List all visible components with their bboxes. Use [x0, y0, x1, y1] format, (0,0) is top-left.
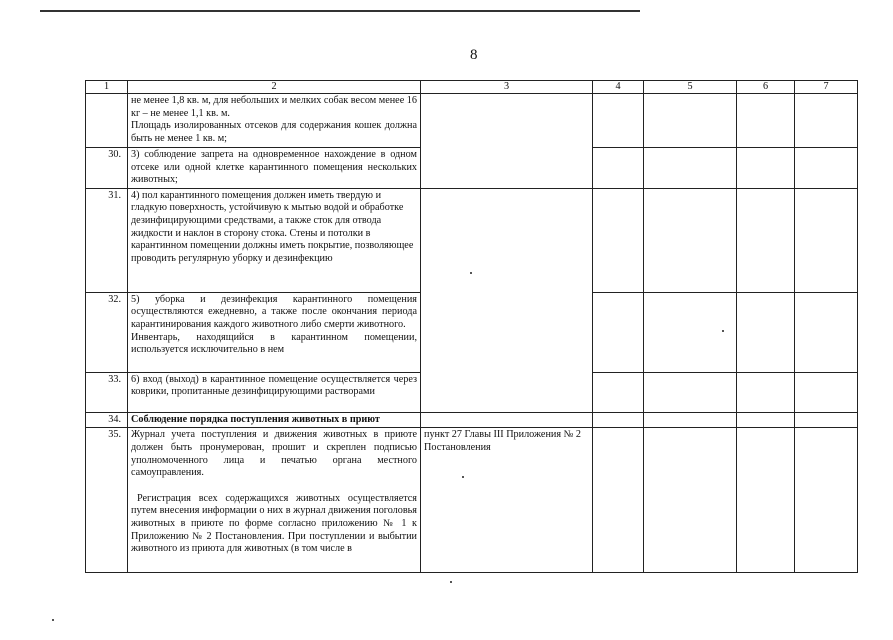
row-number: 31. — [86, 188, 128, 292]
row-number: 35. — [86, 428, 128, 573]
scan-speck — [52, 619, 54, 621]
row-text: 3) соблюдение запрета на одновременное нахождение в одном отсеке или одной клетке карантинного помещения нескольких животных; — [128, 148, 421, 189]
row-text: не менее 1,8 кв. м, для небольших и мелких собак весом менее 16 кг – не менее 1,1 кв. м. Площадь изолированных отсеков для содержания кошек должна быть не менее 1 кв. м; — [128, 94, 421, 148]
cell-empty — [737, 372, 795, 412]
cell-empty — [644, 428, 737, 573]
row-number: 30. — [86, 148, 128, 189]
table-row — [86, 188, 858, 292]
row-text: 4) пол карантинного помещения должен иметь твердую и гладкую поверхность, устойчивую к мытью водой и обработке дезинфицирующими средствами, а также сток для отвода жидкости и наклон в сторону стока. Стены и потолки в карантинном помещении должны иметь покрытие, позволяющее проводить регулярную уборку и дезинфекцию — [128, 188, 421, 292]
row-text: 6) вход (выход) в карантинное помещение осуществляется через коврики, пропитанные дезинфицирующими растворами — [128, 372, 421, 412]
col-header: 4 — [593, 81, 644, 94]
section-row — [86, 412, 858, 428]
row-number: 33. — [86, 372, 128, 412]
cell-empty — [593, 372, 644, 412]
col-header: 5 — [644, 81, 737, 94]
cell-empty — [737, 188, 795, 292]
cell-empty — [644, 372, 737, 412]
row-number: 34. — [86, 412, 128, 428]
cell-empty — [593, 412, 644, 428]
cell-empty — [593, 94, 644, 148]
cell-empty — [644, 94, 737, 148]
col-header: 6 — [737, 81, 795, 94]
cell-empty — [737, 412, 795, 428]
section-title: Соблюдение порядка поступления животных в приют — [128, 412, 421, 428]
cell-empty — [644, 412, 737, 428]
cell-empty — [737, 148, 795, 189]
cell-empty — [593, 188, 644, 292]
cell-empty — [795, 188, 858, 292]
col-header: 2 — [128, 81, 421, 94]
col-header: 3 — [421, 81, 593, 94]
cell-empty — [644, 188, 737, 292]
cell-empty — [737, 292, 795, 372]
cell-empty — [795, 372, 858, 412]
table-row — [86, 94, 858, 148]
cell-empty — [795, 94, 858, 148]
row-ref: пункт 27 Главы III Приложения № 2 Постановления — [421, 428, 593, 573]
row-number — [86, 94, 128, 148]
cell-empty — [737, 94, 795, 148]
col-header: 1 — [86, 81, 128, 94]
cell-empty — [644, 148, 737, 189]
row-ref — [421, 188, 593, 412]
scan-speck — [450, 581, 452, 583]
page-number: 8 — [470, 47, 478, 63]
row-number: 32. — [86, 292, 128, 372]
table-row — [86, 428, 858, 573]
cell-empty — [644, 292, 737, 372]
row-text: 5) уборка и дезинфекция карантинного помещения осуществляются ежедневно, а также после окончания периода карантинирования каждого животного либо смерти животного. Инвентарь, находящийся в карантинном помещении, используется исключительно в нем — [128, 292, 421, 372]
cell-empty — [737, 428, 795, 573]
requirements-table — [85, 80, 858, 573]
cell-empty — [795, 412, 858, 428]
header-row — [86, 81, 858, 94]
col-header: 7 — [795, 81, 858, 94]
cell-empty — [795, 148, 858, 189]
cell-empty — [593, 428, 644, 573]
cell-empty — [593, 292, 644, 372]
top-rule — [40, 10, 640, 12]
row-text: Журнал учета поступления и движения животных в приюте должен быть пронумерован, прошит и скреплен подписью уполномоченного лица и печатью органа местного самоуправления. Регистрация всех содержащихся животных осуществляется путем внесения информации о них в журнал движения поголовья животных в приюте по форме согласно приложению № 1 к Приложению № 2 Постановления. При поступлении и выбытии животного из приюта для животных (в том числе в — [128, 428, 421, 573]
cell-empty — [593, 148, 644, 189]
cell-empty — [795, 428, 858, 573]
row-ref — [421, 94, 593, 189]
cell-empty — [421, 412, 593, 428]
cell-empty — [795, 292, 858, 372]
